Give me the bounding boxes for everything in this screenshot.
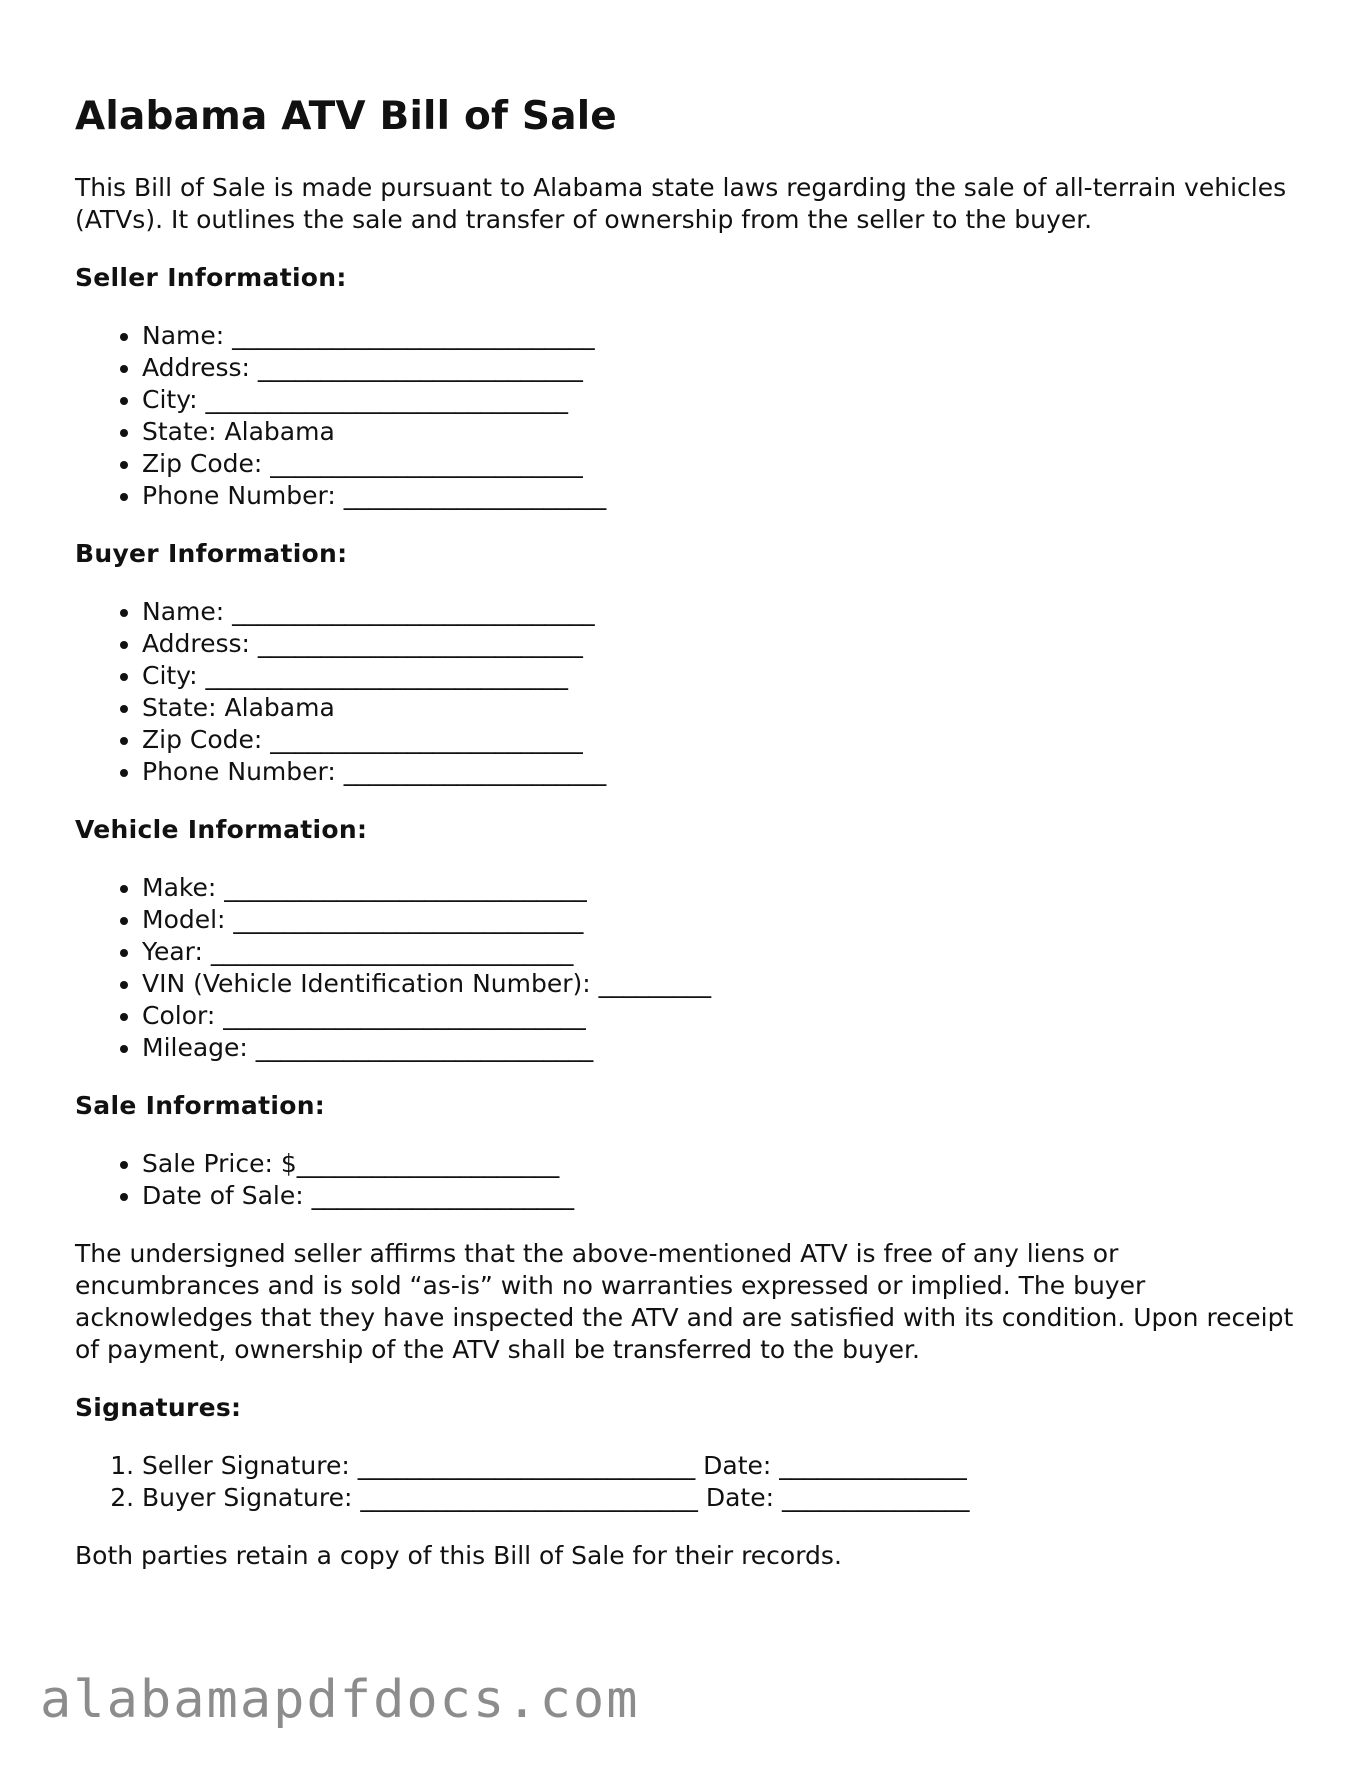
seller-name-field: • Name: _____________________________ xyxy=(142,320,1305,352)
seller-city-field: • City: _____________________________ xyxy=(142,384,1305,416)
signatures-heading: Signatures: xyxy=(75,1393,242,1422)
affirmation-paragraph: The undersigned seller affirms that the above-mentioned ATV is free of any liens or encumbrances and is sold “as-is” with no warranties expressed or implied. The buyer acknowledges that they have inspected the ATV and are satisfied with its condition. Upon receipt of payment, ownership of the ATV shall be transferred to the buyer. xyxy=(75,1239,1294,1364)
buyer-list xyxy=(75,596,1305,788)
buyer-heading: Buyer Information: xyxy=(75,539,348,568)
sale-price-field: • Sale Price: $_____________________ xyxy=(142,1148,1305,1180)
buyer-address-field: • Address: __________________________ xyxy=(142,628,1305,660)
document-title: Alabama ATV Bill of Sale xyxy=(75,94,617,139)
seller-phone-field: • Phone Number: _____________________ xyxy=(142,480,1305,512)
buyer-state-field: • State: Alabama xyxy=(142,692,1305,724)
seller-state-field: • State: Alabama xyxy=(142,416,1305,448)
seller-heading: Seller Information: xyxy=(75,263,347,292)
vehicle-color-field: • Color: _____________________________ xyxy=(142,1000,1305,1032)
buyer-zip-field: • Zip Code: _________________________ xyxy=(142,724,1305,756)
vehicle-year-field: • Year: _____________________________ xyxy=(142,936,1305,968)
vehicle-list xyxy=(75,872,1305,1064)
document-page xyxy=(75,88,1305,1598)
sale-date-field: • Date of Sale: _____________________ xyxy=(142,1180,1305,1212)
vehicle-heading: Vehicle Information: xyxy=(75,815,368,844)
vehicle-vin-field: • VIN (Vehicle Identification Number): _________ xyxy=(142,968,1305,1000)
seller-signature-line: 1. Seller Signature: ___________________________ Date: _______________ xyxy=(142,1450,1305,1482)
buyer-signature-line: 2. Buyer Signature: ___________________________ Date: _______________ xyxy=(142,1482,1305,1514)
buyer-phone-field: • Phone Number: _____________________ xyxy=(142,756,1305,788)
vehicle-mileage-field: • Mileage: ___________________________ xyxy=(142,1032,1305,1064)
buyer-name-field: • Name: _____________________________ xyxy=(142,596,1305,628)
seller-list xyxy=(75,320,1305,512)
vehicle-model-field: • Model: ____________________________ xyxy=(142,904,1305,936)
closing-paragraph: Both parties retain a copy of this Bill of Sale for their records. xyxy=(75,1541,842,1570)
signatures-list xyxy=(75,1450,1305,1514)
watermark: alabamapdfdocs.com xyxy=(40,1670,640,1730)
seller-address-field: • Address: __________________________ xyxy=(142,352,1305,384)
seller-zip-field: • Zip Code: _________________________ xyxy=(142,448,1305,480)
sale-list xyxy=(75,1148,1305,1212)
vehicle-make-field: • Make: _____________________________ xyxy=(142,872,1305,904)
buyer-city-field: • City: _____________________________ xyxy=(142,660,1305,692)
intro-paragraph: This Bill of Sale is made pursuant to Alabama state laws regarding the sale of all-terrain vehicles (ATVs). It outlines the sale and transfer of ownership from the seller to the buyer. xyxy=(75,173,1287,234)
sale-heading: Sale Information: xyxy=(75,1091,326,1120)
